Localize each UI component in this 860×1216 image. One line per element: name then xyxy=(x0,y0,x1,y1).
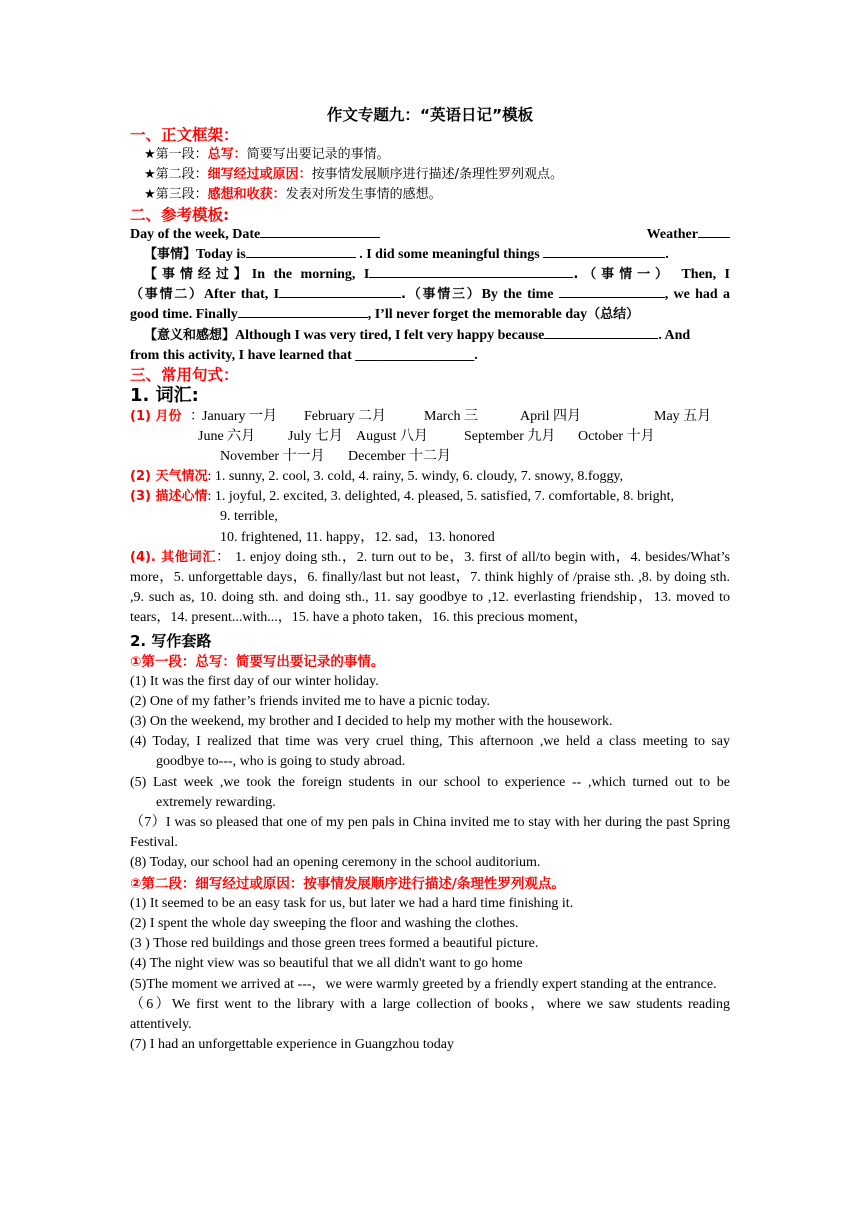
list-item: (5) Last week ,we took the foreign students in our school to experience -- ,which turned out to be extremely rewarding. xyxy=(130,774,730,810)
red-label: 感想和收获： xyxy=(207,187,286,203)
list-item: (3) On the weekend, my brother and I decided to help my mother with the housework. xyxy=(130,714,613,730)
template-learned-line: from this activity, I have learned that _________________. xyxy=(130,347,478,363)
months-row-1 xyxy=(130,407,730,427)
star-label: ★第二段： xyxy=(144,167,208,183)
weather-vocab xyxy=(130,467,730,487)
star-label: ★第一段： xyxy=(144,147,208,162)
month-august: August 八月 xyxy=(356,429,428,445)
feeling-tag: 【意义和感想】 xyxy=(144,327,236,343)
meaningful-text: . I did some meaningful things xyxy=(359,246,540,262)
blank xyxy=(238,305,368,318)
list-item: （6）We first went to the library with a large collection of books，where we saw students reading attentively. xyxy=(130,996,730,1032)
para1-list xyxy=(130,672,730,874)
mood-vocab xyxy=(130,487,730,507)
list-item: (2) One of my father’s friends invited me to have a picnic today. xyxy=(130,693,490,709)
never-forget: , I’ll never forget the memorable day xyxy=(367,307,588,323)
day-date-label: Day of the week, Date xyxy=(130,226,261,242)
list-item: (2) I spent the whole day sweeping the floor and washing the clothes. xyxy=(130,915,519,931)
then-i: Then, I xyxy=(681,267,730,283)
vocab-heading: 1. 词汇: xyxy=(130,385,199,407)
month-april: April 四月 xyxy=(520,409,582,425)
template-date-line xyxy=(130,225,730,245)
template-feeling-line xyxy=(130,326,730,346)
list-item: (3 ) Those red buildings and those green trees formed a beautiful picture. xyxy=(130,936,539,952)
list-item: (5)The moment we arrived at ---，we were warmly greeted by a friendly expert standing at the entrance. xyxy=(130,976,717,992)
template-process-line-1 xyxy=(130,265,730,285)
template-process-line-3 xyxy=(130,305,730,325)
month-january: January 一月 xyxy=(202,409,278,425)
had-good-time: , we had a xyxy=(664,287,730,303)
by-the-time: By the time xyxy=(481,287,554,303)
list-item: (4) Today, I realized that time was very cruel thing, This afternoon ,we held a class meeting to say goodbye to---, who is going to study abroad. xyxy=(130,734,730,770)
process-tag: 【事情经过】 xyxy=(144,267,252,283)
months-row-2 xyxy=(130,427,730,447)
template-process-line-2 xyxy=(130,285,730,305)
weather-vocab-text: : 1. sunny, 2. cool, 3. cold, 4. rainy, 5. windy, 6. cloudy, 7. snowy, 8.foggy, xyxy=(207,469,624,485)
framework-para-3 xyxy=(130,185,730,205)
blank xyxy=(559,285,665,298)
mood-vocab-line-2: 9. terrible, xyxy=(220,509,278,525)
section-heading-framework: 一、正文框架： xyxy=(130,126,239,144)
list-item: (1) It seemed to be an easy task for us, but later we had a hard time finishing it. xyxy=(130,895,574,911)
para2-heading: ②第二段：细写经过或原因：按事情发展顺序进行描述/条理性罗列观点。 xyxy=(130,875,565,892)
list-item: （7）I was so pleased that one of my pen pals in China invited me to stay with her during the past Spring Festival. xyxy=(130,815,730,851)
framework-text: 简要写出要记录的事情。 xyxy=(246,147,390,162)
list-item: (1) It was the first day of our winter holiday. xyxy=(130,673,379,689)
months-row-3 xyxy=(130,447,730,467)
month-march: March 三 xyxy=(424,409,479,425)
and-text: . And xyxy=(658,327,691,343)
event-three-tag: .（事情三） xyxy=(401,287,482,303)
red-label: 细写经过或原因： xyxy=(207,167,312,183)
event-one-tag: .（事情一） xyxy=(573,267,673,283)
framework-text: 按事情发展顺序进行描述/条理性罗列观点。 xyxy=(311,167,564,183)
month-december: December 十二月 xyxy=(348,449,452,465)
blank xyxy=(543,245,665,258)
section-heading-template: 二、参考模板: xyxy=(130,205,230,224)
month-november: November 十一月 xyxy=(220,449,325,465)
event-two-tag: （事情二） xyxy=(130,287,204,303)
para2-list xyxy=(130,894,730,1056)
in-morning: In the morning, I xyxy=(251,267,370,283)
month-february: February 二月 xyxy=(304,409,387,425)
month-september: September 九月 xyxy=(464,429,556,445)
blank xyxy=(544,326,658,339)
good-time: good time. Finally xyxy=(130,307,238,323)
other-vocab-text: ： 1. enjoy doing sth.，2. turn out to be，3. first of all/to begin with，4. besides/What’s more，5. unforgettable days，6. finally/last but not least，7. think highly of /praise sth. ,8. by doing sth. ,9. such as, 10. doing sth. and doing sth., 11. say goodbye to ,12. everlasting friendship，13. moved to tears，14. present...with...，15. have a photo taken，16. this precious moment， xyxy=(130,549,730,626)
mood-vocab-label: (3) 描述心情 xyxy=(130,489,208,505)
framework-text: 发表对所发生事情的感想。 xyxy=(285,187,442,203)
month-october: October 十月 xyxy=(578,429,655,445)
mood-vocab-text: : 1. joyful, 2. excited, 3. delighted, 4. pleased, 5. satisfied, 7. comfortable, 8. bright, xyxy=(207,489,675,505)
although-text: Although I was very tired, I felt very happy because xyxy=(235,327,545,343)
after-that: After that, I xyxy=(203,287,280,303)
list-item: (7) I had an unforgettable experience in Guangzhou today xyxy=(130,1037,454,1053)
section-heading-phrases: 三、常用句式： xyxy=(130,366,239,385)
blank xyxy=(246,245,356,258)
period: . xyxy=(665,246,669,262)
page-title: 作文专题九：“英语日记”模板 xyxy=(326,106,534,124)
document-page xyxy=(130,104,730,1055)
other-vocab xyxy=(130,548,730,629)
list-item: (4) The night view was so beautiful that we all didn't want to go home xyxy=(130,956,523,972)
framework-para-2 xyxy=(130,165,730,185)
event-tag: 【事情】 xyxy=(144,246,197,262)
blank xyxy=(369,265,573,278)
red-label: 总写： xyxy=(207,147,247,162)
month-july: July 七月 xyxy=(288,429,343,445)
months-label: (1) 月份 xyxy=(130,409,182,425)
star-label: ★第三段： xyxy=(144,187,208,203)
month-june: June 六月 xyxy=(198,429,256,445)
other-vocab-label: (4). 其他词汇 xyxy=(130,549,217,565)
colon: ： xyxy=(190,409,204,425)
weather-label: Weather xyxy=(646,226,698,242)
writing-heading: 2. 写作套路 xyxy=(130,631,212,650)
weather-blank xyxy=(698,225,730,238)
template-event-line xyxy=(130,245,730,265)
summary-tag: （总结） xyxy=(587,307,640,323)
list-item: (8) Today, our school had an opening ceremony in the school auditorium. xyxy=(130,855,541,871)
blank xyxy=(279,285,401,298)
date-blank xyxy=(260,225,380,238)
today-is: Today is xyxy=(196,246,246,262)
framework-para-1 xyxy=(130,145,730,165)
weather-vocab-label: (2) 天气情况 xyxy=(130,469,208,485)
para1-heading: ①第一段：总写：简要写出要记录的事情。 xyxy=(130,653,385,670)
mood-vocab-line-3: 10. frightened, 11. happy，12. sad，13. honored xyxy=(220,529,495,545)
month-may: May 五月 xyxy=(654,409,712,425)
